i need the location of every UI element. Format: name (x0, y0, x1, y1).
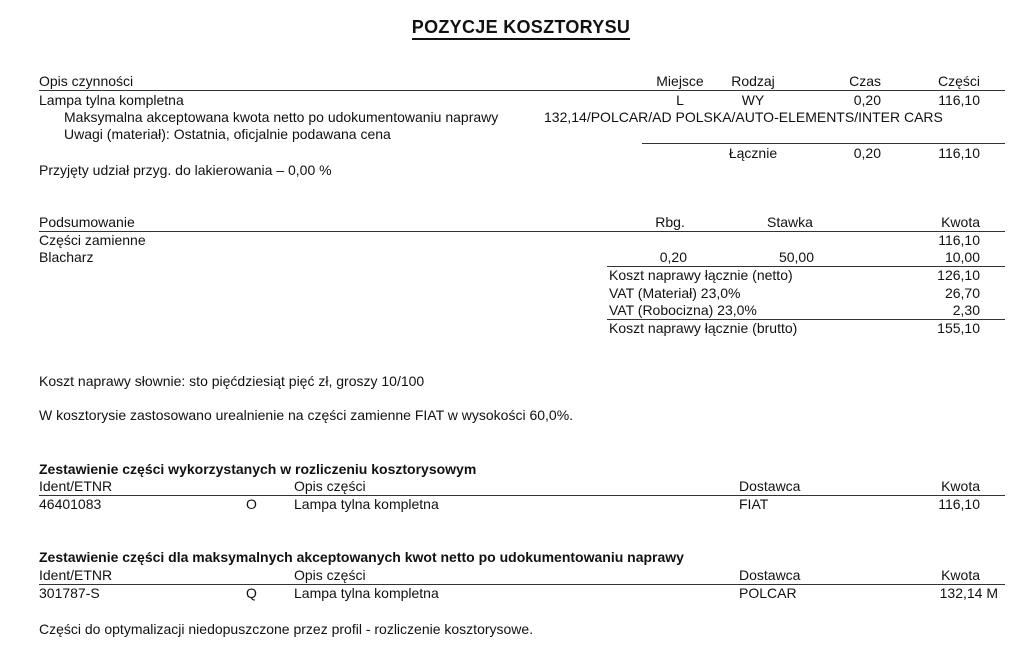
summary-row-amount: 116,10 (938, 232, 980, 248)
vat-labor-label: VAT (Robocizna) 23,0% (609, 302, 757, 318)
paint-share: Przyjęty udział przyg. do lakierowania – 0,00 % (39, 162, 332, 178)
summary-row-label: Blacharz (39, 249, 94, 265)
part-amount: 132,14 M (939, 585, 998, 601)
header-time: Czas (849, 73, 881, 89)
parts-used-header-ident: Ident/ETNR (39, 478, 113, 494)
total-time: 0,20 (853, 145, 881, 161)
adjustment-note: W kosztorysie zastosowano urealnienie na części zamienne FIAT w wysokości 60,0%. (39, 407, 574, 423)
part-flag: Q (246, 585, 257, 601)
summary-header-divider (39, 231, 1005, 232)
parts-max-divider (39, 584, 1005, 585)
summary-header-rate: Stawka (767, 214, 813, 230)
summary-row-rate: 50,00 (778, 249, 814, 265)
part-supplier: FIAT (739, 496, 769, 512)
footer-note: Części do optymalizacji niedopuszczone przez profil - rozliczenie kosztorysowe. (39, 621, 534, 637)
total-label: Łącznie (728, 145, 778, 161)
parts-used-header-amount: Kwota (941, 478, 980, 494)
vat-material-label: VAT (Materiał) 23,0% (609, 285, 741, 301)
total-netto-amount: 126,10 (937, 267, 980, 283)
header-place: Miejsce (656, 73, 704, 89)
max-amount-label: Maksymalna akceptowana kwota netto po udokumentowaniu naprawy (64, 109, 499, 125)
parts-used-heading: Zestawienie części wykorzystanych w rozliczeniu kosztorysowym (39, 461, 477, 477)
summary-header-amount: Kwota (941, 214, 980, 230)
part-description: Lampa tylna kompletna (294, 496, 439, 512)
max-amount-value: 132,14/POLCAR/AD POLSKA/AUTO-ELEMENTS/INTER CARS (544, 109, 943, 125)
parts-max-header-ident: Ident/ETNR (39, 567, 113, 583)
material-note: Uwagi (materiał): Ostatnia, oficjalnie podawana cena (64, 126, 391, 142)
summary-row-amount: 10,00 (944, 249, 980, 265)
header-divider (39, 90, 1005, 91)
part-amount: 116,10 (938, 496, 980, 512)
position-type: WY (741, 92, 765, 108)
total-divider (642, 143, 1005, 144)
total-parts: 116,10 (938, 145, 980, 161)
total-brutto-amount: 155,10 (937, 320, 980, 336)
header-description: Opis czynności (39, 73, 134, 89)
parts-max-header-amount: Kwota (941, 567, 980, 583)
part-ident: 301787-S (39, 585, 100, 601)
part-supplier: POLCAR (739, 585, 797, 601)
part-ident: 46401083 (39, 496, 102, 512)
parts-used-header-description: Opis części (294, 478, 366, 494)
total-brutto-label: Koszt naprawy łącznie (brutto) (609, 320, 798, 336)
part-flag: O (246, 496, 257, 512)
page-title (0, 16, 1024, 38)
parts-max-heading: Zestawienie części dla maksymalnych akceptowanych kwot netto po udokumentowaniu naprawy (39, 549, 684, 565)
vat-labor-amount: 2,30 (952, 302, 980, 318)
position-parts: 116,10 (938, 92, 980, 108)
position-place: L (676, 92, 684, 108)
amount-in-words: Koszt naprawy słownie: sto pięćdziesiąt pięć zł, groszy 10/100 (39, 373, 425, 389)
summary-row-label: Części zamienne (39, 232, 146, 248)
parts-used-divider (39, 495, 1005, 496)
summary-header-hours: Rbg. (655, 214, 685, 230)
parts-used-header-supplier: Dostawca (739, 478, 801, 494)
header-type: Rodzaj (731, 73, 775, 89)
parts-max-header-supplier: Dostawca (739, 567, 801, 583)
summary-row-hours: 0,20 (659, 249, 687, 265)
position-time: 0,20 (853, 92, 881, 108)
parts-max-header-description: Opis części (294, 567, 366, 583)
part-description: Lampa tylna kompletna (294, 585, 439, 601)
vat-material-amount: 26,70 (944, 285, 980, 301)
header-parts: Części (937, 73, 980, 89)
total-netto-label: Koszt naprawy łącznie (netto) (609, 267, 793, 283)
position-description: Lampa tylna kompletna (39, 92, 184, 108)
page-title-text: POZYCJE KOSZTORYSU (412, 17, 630, 40)
summary-header-label: Podsumowanie (39, 214, 135, 230)
